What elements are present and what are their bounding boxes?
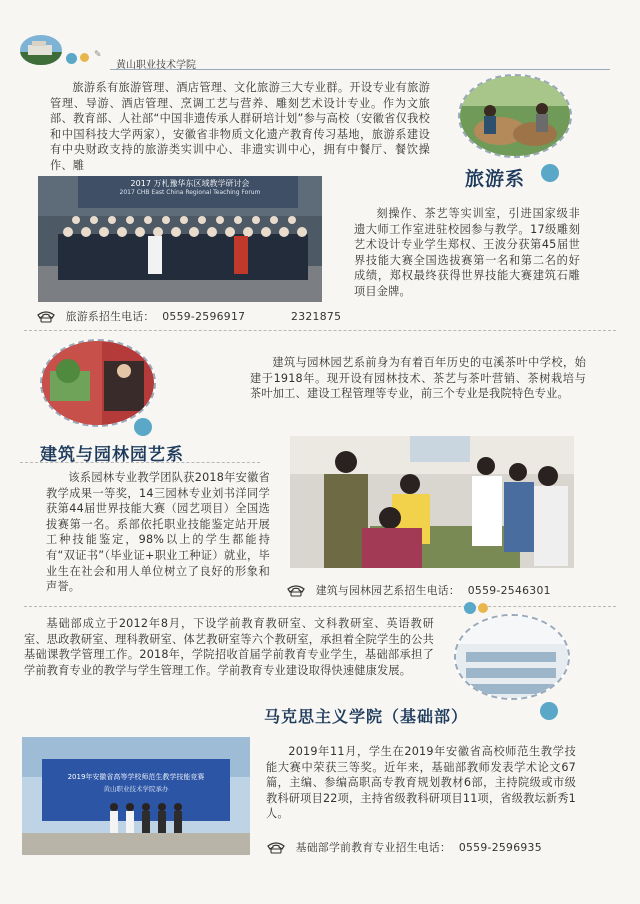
header-dot-teal <box>66 53 77 64</box>
phone-icon <box>36 311 56 323</box>
header-pencil-icon: ✎ <box>94 50 102 60</box>
section3-round-photo <box>454 614 570 700</box>
section3-title-dot <box>540 702 558 720</box>
section1-round-photo <box>458 74 572 158</box>
section3-competition-photo <box>22 737 250 855</box>
school-logo-icon <box>20 35 62 65</box>
section1-phone-1: 0559-2596917 <box>162 310 246 323</box>
section2-paragraph-left: 该系园林专业教学团队获2018年安徽省教学成果一等奖，14三园林专业刘书洋同学获第44届世界技能大赛（园艺项目）全国选拔赛第一名。系部依托职业技能鉴定站开展工种技能鉴定，98%以上的学生都能持有“双证书”（毕业证+职业工种证）就业，毕业生在社会和用人单位树立了良好的形象和声誉。 <box>46 471 270 594</box>
section2-title-underline <box>20 462 260 463</box>
section3-paragraph-top: 基础部成立于2012年8月，下设学前教育教研室、文科教研室、英语教研室、思政教研室、理科教研室、体艺教研室等六个教研室，承担着全院学生的公共基础课教学管理工作。2018年，学院招收首届学前教育专业学生，基础部承担了学前教育专业的教学与学生管理工作。学前教育专业建设取得快速健康发展。 <box>24 617 434 677</box>
section2-phone-line <box>286 583 606 598</box>
section3-phone-label: 基础部学前教育专业招生电话： <box>295 841 452 854</box>
section2-dot-teal <box>134 418 152 436</box>
section1-divider <box>24 330 616 331</box>
section2-title: 建筑与园林园艺系 <box>40 445 184 465</box>
header-rule <box>110 69 610 70</box>
section3-paragraph-right: 2019年11月，学生在2019年安徽省高校师范生教学技能大赛中荣获三等奖。近年来，基础部教师发表学术论文67篇，主编、参编高职高专教育规划教材6部，主持院级或市级教科研项目22项，主持省级教科研项目11项，省级教坛新秀1人。 <box>266 745 576 821</box>
section1-title: 旅游系 <box>465 168 526 190</box>
section3-phone-line <box>266 840 606 855</box>
section3-banner-line2: 黄山职业技术学院承办 <box>103 785 169 793</box>
header-dot-yellow <box>80 53 89 62</box>
section3-phone: 0559-2596935 <box>458 841 542 854</box>
section1-phone-line <box>36 309 436 324</box>
section3-banner-line1: 2019年安徽省高等学校师范生教学技能竞赛 <box>67 773 205 781</box>
section1-banner-line2: 2017 CHB East China Regional Teaching Forum <box>119 189 261 196</box>
section2-paragraph-top: 建筑与园林园艺系前身为有着百年历史的屯溪茶叶中学校，始建于1918年。现开设有园林技术、茶艺与茶叶营销、茶树栽培与茶叶加工、建设工程管理等专业，前三个专业是我院特色专业。 <box>250 356 586 401</box>
section2-classroom-photo <box>290 436 574 568</box>
section3-title: 马克思主义学院（基础部） <box>264 707 469 726</box>
school-name: 黄山职业技术学院 <box>116 60 196 71</box>
section2-phone-label: 建筑与园林园艺系招生电话： <box>315 584 460 597</box>
section1-banner-line1: 2017 万札豫华东区域教学研讨会 <box>130 179 250 188</box>
phone-icon <box>286 585 306 597</box>
section2-phone: 0559-2546301 <box>467 584 551 597</box>
header-logo-photo <box>20 35 62 65</box>
phone-icon <box>266 842 286 854</box>
section1-paragraph-top: 旅游系有旅游管理、酒店管理、文化旅游三大专业群。开设专业有旅游管理、导游、酒店管理、烹调工艺与营养、雕刻艺术设计专业。作为文旅部、教育部、人社部“中国非遗传承人群研培计划”参与高校（安徽省仅我校和中国科技大学两家），安徽省非物质文化遗产教育传习基地，旅游系建设有中央财政支持的旅游类实训中心、非遗实训中心，拥有中餐厅、餐饮操作、雕 <box>50 81 430 172</box>
section3-dot-yellow <box>478 603 488 613</box>
section2-round-photo <box>40 339 156 427</box>
section2-divider <box>24 606 616 607</box>
section3-dot-teal <box>464 602 476 614</box>
section1-paragraph-right: 刻操作、茶艺等实训室，引进国家级非遗大师工作室进驻校园参与教学。17级雕刻艺术设计专业学生郑权、王波分获第45届世界技能大赛全国选拔赛第一名和第二名的好成绩，郑权最终获得世界技能大赛建筑石雕项目金牌。 <box>354 207 580 298</box>
section1-phone-2: 2321875 <box>291 310 342 323</box>
section1-title-dot <box>541 164 559 182</box>
section1-phone-label: 旅游系招生电话： <box>65 310 155 323</box>
